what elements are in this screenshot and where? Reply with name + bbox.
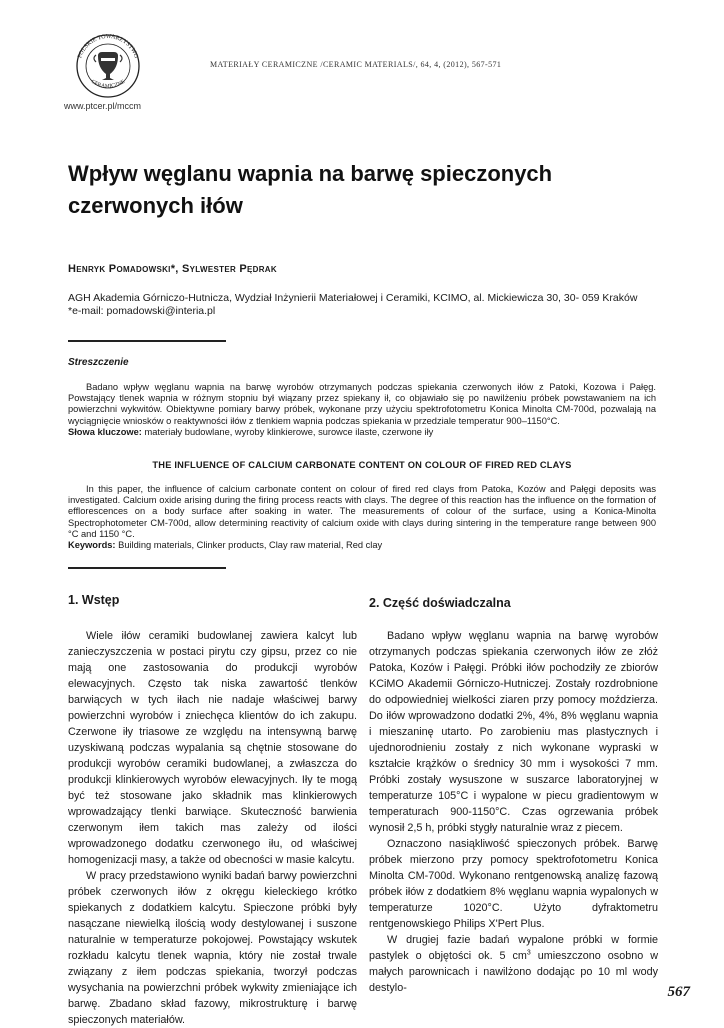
english-title: THE INFLUENCE OF CALCIUM CARBONATE CONTENT ON COLOUR OF FIRED RED CLAYS — [152, 460, 572, 470]
authors: Henryk Pomadowski*, Sylwester Pędrak — [68, 263, 277, 275]
column-right — [369, 628, 658, 996]
svg-text:CERAMICZNE — [90, 79, 127, 90]
affiliation: AGH Akademia Górniczo-Hutnicza, Wydział Inżynierii Materiałowej i Ceramiki, KCIMO, al. Mickiewicza 30, 30- 059 Kraków — [68, 292, 638, 304]
divider — [68, 340, 226, 342]
keywords-pl-label: Słowa kluczowe: — [68, 426, 142, 437]
paragraph: W drugiej fazie badań wypalone próbki w formie pastylek o objętości ok. 5 $cm^3$ umieszczono osobno w małych parownicach i nawilżono dodając po 10 ml wody destylo- — [369, 934, 658, 994]
paragraph: Oznaczono nasiąkliwość spieczonych próbek. Barwę próbek mierzono przy pomocy spektrofotometru Konica Minolta CM-700d. Wykonano rentgenowską analizę fazową próbek iłów z dodatkiem 8% węglanu wapnia wypalonych w temperaturze 1020°C. Użyto dyfraktometru rentgenowskiego Philips X'Pert Plus. — [369, 838, 658, 930]
page-number: 567 — [667, 984, 690, 1000]
abstract-pl-body: Badano wpływ węglanu wapnia na barwę wyrobów otrzymanych podczas spiekania czerwonych iłów z Patoki, Kozowa i Pałęg. Powstający tlenek wapnia w różnym stopniu był wiązany przez spiekany ił, co objawiało się po nawilżeniu próbek powstawaniem na ich powierzchni wykwitów. Obiektywne pomiary barwy próbek, wykonane przy użyciu spektrofotometru Konica Minolta CM-700d, pozwalają na wyciągnięcie wniosków o reaktywności iłów z tlenkiem wapnia podczas spiekania w przedziale temperatur 900–1150°C. — [68, 382, 656, 426]
paragraph: W pracy przedstawiono wyniki badań barwy powierzchni próbek czerwonych iłów z okręgu kieleckiego krótko spiekanych z dodatkiem kalcytu. Spieczone próbki były nasączane niewielką ilością wody destylowanej i suszone naturalnie w temperaturze pokojowej. Powstający wskutek rozkładu kalcytu tlenek wapnia, który nie został trwale związany z iłem podczas spiekania, tworzył podczas wysychania na powierzchni próbek wykwity zmieniające ich barwę. Zbadano skład fazowy, mikrostrukturę i barwę spieczonych materiałów. — [68, 870, 357, 1026]
keywords-en-label: Keywords: — [68, 540, 116, 551]
society-logo — [60, 28, 156, 100]
keywords-pl: materiały budowlane, wyroby klinkierowe, surowce ilaste, czerwone iły — [144, 426, 434, 437]
paragraph: Badano wpływ węglanu wapnia na barwę wyrobów otrzymanych podczas spiekania czerwonych iłów ze złóż Patoka, Kozów i Pałęgi. Próbki iłów pochodziły ze zbiorów KCiMO Akademii Górniczo-Hutniczej. Zostały rozdrobnione do odpowiedniej wielkości ziaren przy pomocy moździerza. Do iłów wprowadzono dodatki 2%, 4%, 8% węglanu wapnia i mieszaninę utarto. Po zarobieniu mas plastycznych i ujednorodnieniu zostały z nich wykonane wypraski w kształcie krążków o średnicy 30 mm i wysokości 7 mm. Próbki zostały wysuszone w suszarce laboratoryjnej w temperaturze 105°C i wypalone w piecu gradientowym w temperaturach 900-1150°C. Czas ogrzewania próbek wynosił 2,5 h, próbki stygły naturalnie wraz z piecem. — [369, 630, 658, 834]
divider — [68, 567, 226, 569]
section-title-intro: 1. Wstęp — [68, 593, 120, 607]
abstract-en — [68, 484, 656, 551]
paragraph: Wiele iłów ceramiki budowlanej zawiera kalcyt lub zanieczyszczenia w postaci pirytu czy gipsu, przez co nie mają one zastosowania do produkcji wyrobów elewacyjnych. Często tak niska zawartość tlenków barwiących w tych iłach nie nadaje właściwej barwy powierzchni wyrobów i zniechęca klientów do ich zakupu. Czerwone iły triasowe ze względu na intensywną barwę uzyskiwaną podczas wypalania są chętnie stosowane do produkcji wyrobów ceramiki budowlanej, a zwłaszcza do produkcji klinkierowych wyrobów elewacyjnych. Iły te mogą być też stosowane jako składnik mas klinkierowych wprowadzający tlenki barwiące. Skuteczność barwienia czerwonym iłem takich mas zależy od ilości wprowadzonego dodatku czerwonego iłu, od właściwej homogenizacji masy, a także od obecności w masie kalcytu. — [68, 630, 357, 866]
journal-citation: MATERIAŁY CERAMICZNE /CERAMIC MATERIALS/, 64, 4, (2012), 567-571 — [210, 60, 502, 69]
logo-url[interactable]: www.ptcer.pl/mccm — [64, 101, 142, 111]
article-title: Wpływ węglanu wapnia na barwę spieczonych czerwonych iłów — [68, 161, 553, 218]
affiliation-block — [68, 292, 668, 318]
section-title-experimental: 2. Część doświadczalna — [369, 596, 511, 610]
keywords-en: Building materials, Clinker products, Clay raw material, Red clay — [118, 540, 383, 551]
abstract-en-body: In this paper, the influence of calcium carbonate content on colour of fired red clays from Patoka, Kozów and Pałęgi deposits was investigated. Calcium oxide arising during the firing process reacts with clays. The degree of this reaction has the influence on the formation of efflorescences on a body surface after soaking in water. The measurements of colour of the surface, using a Konica-Minolta Spectrophotometer CM-700d, allow determining reactivity of calcium oxide with clays during sintering in the temperature range between 900 °C and 1150 °C. — [68, 484, 656, 539]
column-left — [68, 628, 357, 1028]
abstract-pl — [68, 382, 656, 438]
logo-text-top: POLSKIE TOWARZYSTWO — [77, 33, 139, 60]
contact-email[interactable]: *e-mail: pomadowski@interia.pl — [68, 305, 216, 317]
abstract-heading: Streszczenie — [68, 357, 129, 368]
logo-text-bottom: CERAMICZNE — [90, 78, 126, 90]
